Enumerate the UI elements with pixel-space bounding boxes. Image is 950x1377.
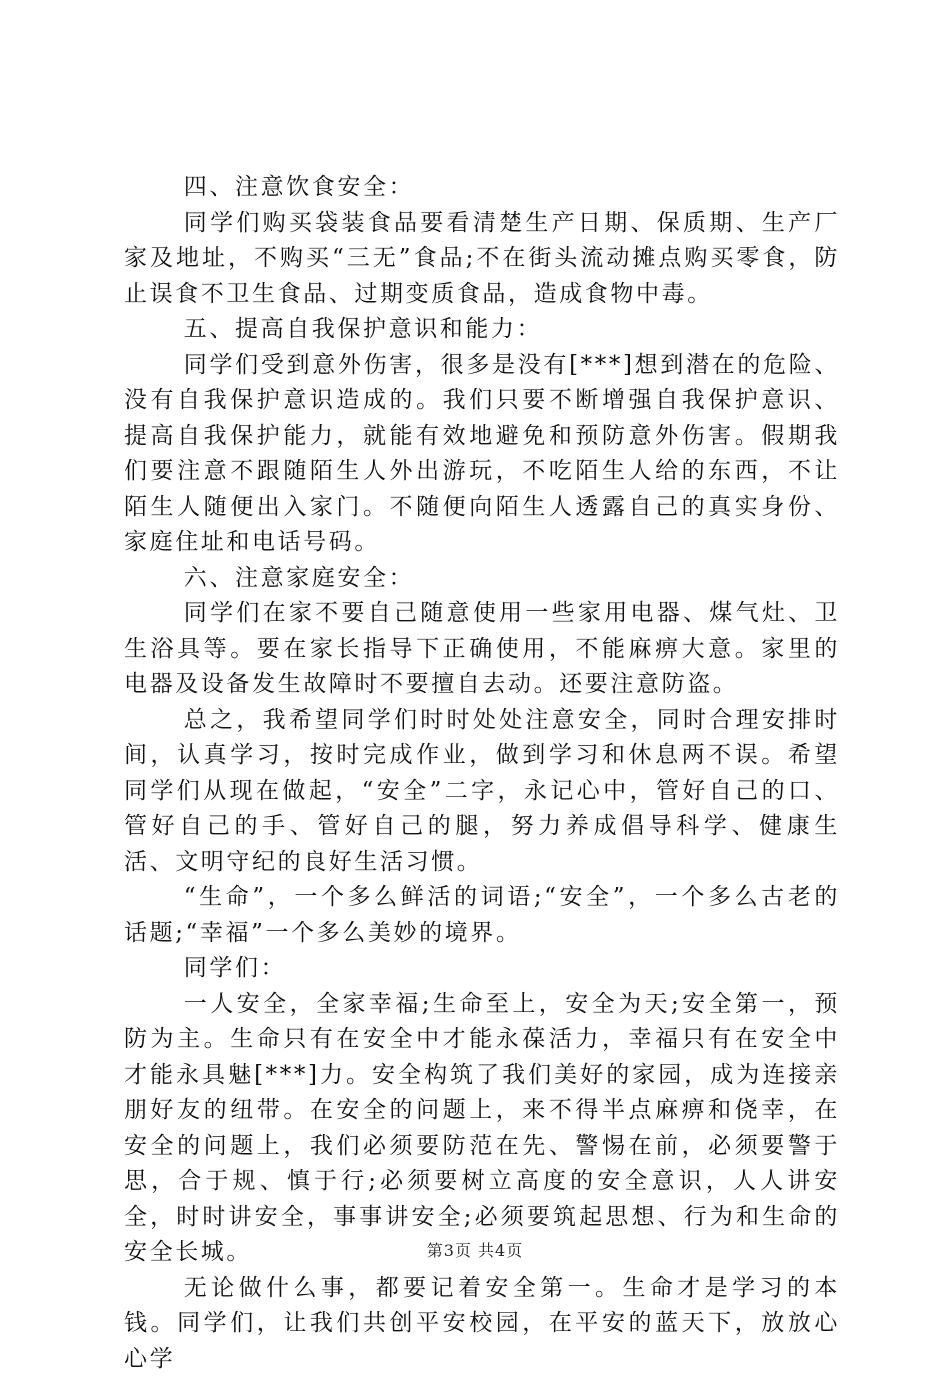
- paragraph-address-students: 同学们：: [124, 951, 840, 987]
- section-heading-self-protection: 五、提高自我保护意识和能力：: [124, 312, 840, 348]
- paragraph-food-safety: 同学们购买袋装食品要看清楚生产日期、保质期、生产厂家及地址，不购买“三无”食品;不在街头流动摊点购买零食，防止误食不卫生食品、过期变质食品，造成食物中毒。: [124, 206, 840, 313]
- section-heading-food-safety: 四、注意饮食安全：: [124, 170, 840, 206]
- section-heading-home-safety: 六、注意家庭安全：: [124, 561, 840, 597]
- paragraph-home-safety: 同学们在家不要自己随意使用一些家用电器、煤气灶、卫生浴具等。要在家长指导下正确使用，不能麻痹大意。家里的电器及设备发生故障时不要擅自去动。还要注意防盗。: [124, 596, 840, 703]
- paragraph-closing: 无论做什么事，都要记着安全第一。生命才是学习的本钱。同学们，让我们共创平安校园，在平安的蓝天下，放放心心学: [124, 1271, 840, 1377]
- paragraph-safety-first: 一人安全，全家幸福;生命至上，安全为天;安全第一，预防为主。生命只有在安全中才能永葆活力，幸福只有在安全中才能永具魅[***]力。安全构筑了我们美好的家园，成为连接亲朋好友的纽带。在安全的问题上，来不得半点麻痹和侥幸，在安全的问题上，我们必须要防范在先、警惕在前，必须要警于思，合于规、慎于行;必须要树立高度的安全意识，人人讲安全，时时讲安全，事事讲安全;必须要筑起思想、行为和生命的安全长城。: [124, 987, 840, 1271]
- document-body: [124, 170, 840, 1377]
- paragraph-summary: 总之，我希望同学们时时处处注意安全，同时合理安排时间，认真学习，按时完成作业，做到学习和休息两不误。希望同学们从现在做起，“安全”二字，永记心中，管好自己的口、管好自己的手、管好自己的腿，努力养成倡导科学、健康生活、文明守纪的良好生活习惯。: [124, 703, 840, 881]
- paragraph-self-protection: 同学们受到意外伤害，很多是没有[***]想到潜在的危险、没有自我保护意识造成的。我们只要不断增强自我保护意识、提高自我保护能力，就能有效地避免和预防意外伤害。假期我们要注意不跟随陌生人外出游玩，不吃陌生人给的东西，不让陌生人随便出入家门。不随便向陌生人透露自己的真实身份、家庭住址和电话号码。: [124, 348, 840, 561]
- paragraph-life-safety-happiness: “生命”，一个多么鲜活的词语;“安全”，一个多么古老的话题;“幸福”一个多么美妙的境界。: [124, 880, 840, 951]
- page-number-footer: 第3页 共4页: [0, 1238, 950, 1261]
